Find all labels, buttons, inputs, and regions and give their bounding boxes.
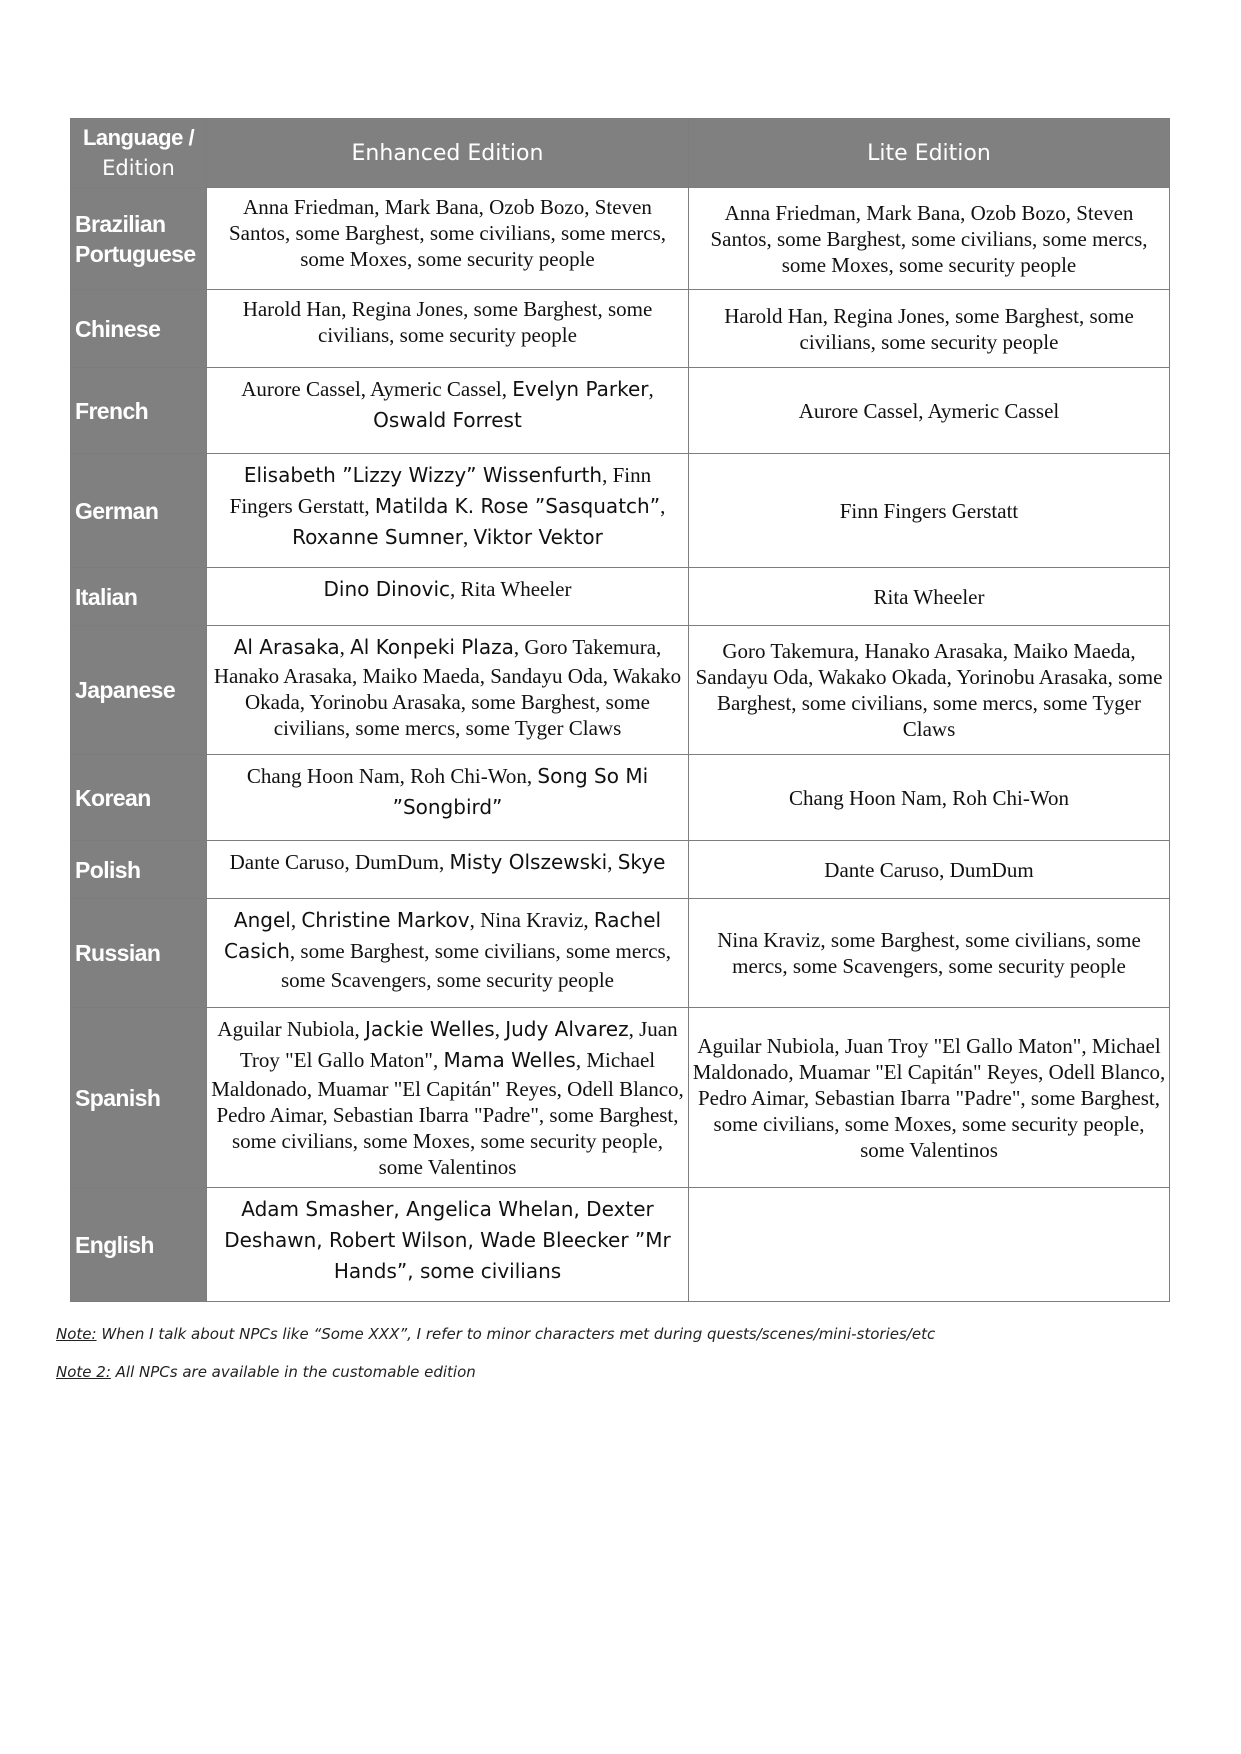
npc-text: Rachel Casich (224, 908, 662, 963)
note-2 (56, 1363, 476, 1381)
lite-edition-cell (689, 841, 1170, 899)
npc-text: , Finn Fingers Gerstatt, (229, 463, 652, 518)
npc-text: , (660, 494, 666, 518)
header-language-label: Language / (82, 125, 195, 150)
lite-edition-cell (689, 368, 1170, 454)
language-cell (71, 626, 207, 755)
npc-text: , some Barghest, some civilians, some mercs, some Scavengers, some security people (281, 939, 671, 992)
table-row (71, 899, 1170, 1008)
npc-text: Nina Kraviz, some Barghest, some civilians, some mercs, some Scavengers, some security people (717, 928, 1141, 978)
language-cell (71, 290, 207, 368)
npc-text: Anna Friedman, Mark Bana, Ozob Bozo, Steven Santos, some Barghest, some civilians, some mercs, some Moxes, some security people (228, 195, 667, 271)
table-row (71, 568, 1170, 626)
enhanced-edition-cell (207, 368, 689, 454)
npc-text: Rita Wheeler (873, 584, 985, 609)
language-name: Brazilian (75, 210, 166, 237)
npc-text: Jackie Welles (364, 1017, 495, 1041)
npc-text: , Nina Kraviz, (469, 908, 594, 932)
npc-text: Mama Welles (443, 1048, 576, 1072)
npc-text: , (290, 908, 302, 932)
lite-edition-cell (689, 755, 1170, 841)
npc-text: Chang Hoon Nam, Roh Chi-Won (788, 785, 1070, 810)
npc-text: , Michael Maldonado, Muamar "El Capitán" Reyes, Odell Blanco, Pedro Aimar, Sebastian Ibarra "Padre", some Barghest, some civilians, some Moxes, some security people, some Valentinos (211, 1048, 684, 1179)
npc-text: , Goro Takemura, Hanako Arasaka, Maiko Maeda, Sandayu Oda, Wakako Okada, Yorinobu Arasaka, some Barghest, some civilians, some mercs, some Tyger Claws (213, 635, 682, 740)
npc-text: Al Konpeki Plaza (350, 635, 514, 659)
enhanced-edition-cell (207, 899, 689, 1008)
table-row (71, 626, 1170, 755)
language-name: French (75, 397, 149, 424)
language-cell (71, 1008, 207, 1188)
npc-text: , Rita Wheeler (450, 577, 572, 601)
table-header-row (71, 119, 1170, 188)
language-cell (71, 1188, 207, 1302)
language-name: Polish (75, 856, 141, 883)
npc-text: , (648, 377, 654, 401)
npc-text: Roxanne Sumner (292, 525, 463, 549)
note-1 (56, 1325, 935, 1343)
npc-text: Adam Smasher, Angelica Whelan, Dexter Deshawn, Robert Wilson, Wade Bleecker ”Mr Hands”, some civilians (224, 1197, 671, 1283)
npc-text: Aguilar Nubiola, Juan Troy "El Gallo Maton", Michael Maldonado, Muamar "El Capitán" Reyes, Odell Blanco, Pedro Aimar, Sebastian Ibarra "Padre", some Barghest, some civilians, some Moxes, some security people, some Valentinos (692, 1033, 1166, 1162)
lite-edition-cell (689, 1008, 1170, 1188)
npc-text: Chang Hoon Nam, Roh Chi-Won, (246, 764, 538, 788)
npc-text: Harold Han, Regina Jones, some Barghest, some civilians, some security people (724, 303, 1134, 354)
header-language-edition (71, 119, 207, 188)
language-cell (71, 568, 207, 626)
note-2-label: Note 2: (56, 1363, 111, 1381)
table-body (71, 188, 1170, 1302)
npc-text: Christine Markov (301, 908, 470, 932)
npc-text: Skye (617, 850, 666, 874)
table-row (71, 368, 1170, 454)
table-row (71, 454, 1170, 568)
enhanced-edition-cell (207, 755, 689, 841)
language-name: Spanish (75, 1084, 161, 1111)
language-name: English (75, 1231, 154, 1258)
table-row (71, 755, 1170, 841)
npc-text: Oswald Forrest (373, 408, 522, 432)
language-cell (71, 454, 207, 568)
language-name: Italian (75, 583, 138, 610)
npc-text: Harold Han, Regina Jones, some Barghest, some civilians, some security people (242, 297, 653, 347)
language-cell (71, 188, 207, 290)
npc-text: Al Arasaka (233, 635, 340, 659)
table-row (71, 290, 1170, 368)
language-name: Portuguese (75, 240, 196, 267)
npc-text: Elisabeth ”Lizzy Wizzy” Wissenfurth (243, 463, 603, 487)
enhanced-edition-cell (207, 188, 689, 290)
table-row (71, 188, 1170, 290)
lite-edition-cell (689, 188, 1170, 290)
language-cell (71, 755, 207, 841)
table-row (71, 1188, 1170, 1302)
language-name: Russian (75, 940, 161, 966)
note-1-text: When I talk about NPCs like “Some XXX”, I refer to minor characters met during quests/scenes/mini-stories/etc (96, 1325, 936, 1343)
npc-text: Song So Mi ”Songbird” (392, 764, 649, 819)
table-row (71, 841, 1170, 899)
npc-text: , (494, 1017, 506, 1041)
lite-edition-cell (689, 568, 1170, 626)
npc-text: Aguilar Nubiola, (217, 1017, 365, 1041)
enhanced-edition-cell (207, 568, 689, 626)
npc-text: Goro Takemura, Hanako Arasaka, Maiko Maeda, Sandayu Oda, Wakako Okada, Yorinobu Arasaka, some Barghest, some civilians, some mercs, some Tyger Claws (695, 639, 1163, 741)
language-cell (71, 899, 207, 1008)
npc-text: Finn Fingers Gerstatt (839, 498, 1019, 523)
header-enhanced-edition: Enhanced Edition (207, 119, 689, 188)
npc-text: , (607, 850, 618, 874)
language-name: Korean (75, 784, 151, 811)
table-row (71, 1008, 1170, 1188)
npc-text: Evelyn Parker (512, 377, 649, 401)
note-1-label: Note: (56, 1325, 97, 1343)
header-edition-label: Edition (102, 156, 175, 180)
enhanced-edition-cell (207, 1008, 689, 1188)
lite-edition-cell (689, 626, 1170, 755)
npc-text: Matilda K. Rose ”Sasquatch” (374, 494, 661, 518)
lite-edition-cell (689, 1188, 1170, 1302)
npc-text: Aurore Cassel, Aymeric Cassel (798, 398, 1060, 423)
language-cell (71, 368, 207, 454)
npc-text: Dante Caruso, DumDum (824, 857, 1034, 882)
language-name: Chinese (75, 315, 161, 342)
lite-edition-cell (689, 899, 1170, 1008)
npc-text: , (462, 525, 474, 549)
lite-edition-cell (689, 290, 1170, 368)
npc-text: , Juan Troy "El Gallo Maton", (239, 1017, 678, 1072)
enhanced-edition-cell (207, 1188, 689, 1302)
language-name: German (75, 497, 159, 524)
npc-text: , (339, 635, 351, 659)
lite-edition-cell (689, 454, 1170, 568)
language-cell (71, 841, 207, 899)
enhanced-edition-cell (207, 626, 689, 755)
note-2-text: All NPCs are available in the customable edition (110, 1363, 476, 1381)
npc-text: Dante Caruso, DumDum, (229, 850, 450, 874)
header-lite-edition: Lite Edition (689, 119, 1170, 188)
npc-text: Aurore Cassel, Aymeric Cassel, (241, 377, 513, 401)
enhanced-edition-cell (207, 841, 689, 899)
npc-text: Misty Olszewski (449, 850, 608, 874)
language-name: Japanese (75, 677, 176, 703)
enhanced-edition-cell (207, 454, 689, 568)
npc-text: Anna Friedman, Mark Bana, Ozob Bozo, Steven Santos, some Barghest, some civilians, some mercs, some Moxes, some security people (710, 200, 1148, 277)
npc-text: Judy Alvarez (505, 1017, 629, 1041)
npc-text: Angel (233, 908, 291, 932)
npc-text: Dino Dinovic (323, 577, 450, 601)
npc-language-table (70, 118, 1170, 1302)
enhanced-edition-cell (207, 290, 689, 368)
npc-text: Viktor Vektor (473, 525, 603, 549)
